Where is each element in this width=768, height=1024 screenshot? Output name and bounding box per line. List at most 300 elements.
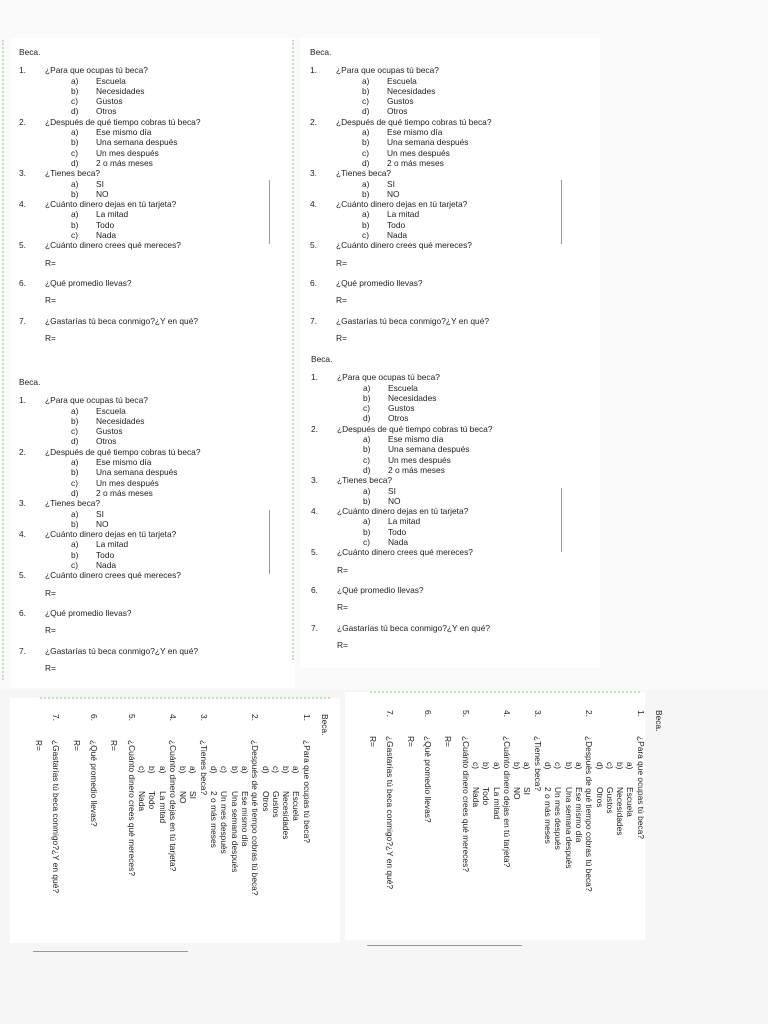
option-text: Gustos (604, 787, 615, 814)
option-text: Nada (96, 560, 117, 571)
answer-option (310, 127, 580, 137)
option-letter: c) (362, 230, 369, 241)
option-text: Un mes después (388, 454, 451, 465)
question-text: ¿Qué promedio llevas? (337, 584, 424, 595)
option-letter: d) (363, 413, 371, 424)
answer-option (310, 209, 580, 219)
survey-title: Beca. (320, 714, 330, 736)
question-number: 3. (532, 710, 543, 717)
question-text: ¿Tienes beca? (45, 168, 101, 179)
option-letter: a) (71, 75, 79, 86)
option-letter: c) (363, 454, 370, 465)
answer-line: R= (45, 332, 56, 343)
question (532, 710, 542, 980)
option-text: 2 o más meses (96, 157, 153, 168)
option-letter: a) (362, 178, 370, 189)
answer-option (19, 560, 289, 570)
option-text: Nada (388, 537, 409, 548)
question (19, 529, 289, 539)
answer-option (240, 714, 250, 984)
option-letter: c) (362, 147, 369, 158)
option-text: Un mes después (96, 477, 159, 488)
question-number: 3. (19, 168, 26, 179)
question (19, 65, 289, 75)
question-number: 6. (310, 277, 317, 288)
answer-line: R= (337, 564, 348, 575)
option-letter: d) (71, 106, 79, 117)
answer-option (311, 434, 581, 444)
option-letter: b) (229, 766, 240, 774)
option-letter: d) (209, 766, 220, 774)
question-number: 7. (19, 315, 26, 326)
question-number: 6. (19, 607, 26, 618)
answer-option (311, 393, 581, 403)
option-letter: a) (362, 127, 370, 138)
answer-option (311, 537, 581, 547)
answer-line: R= (71, 740, 82, 751)
survey-copy-rotated (358, 710, 664, 980)
margin-ticks-middle (292, 40, 294, 660)
option-letter: a) (363, 485, 371, 496)
question-text: ¿Para que ocupas tú beca? (337, 372, 440, 383)
question (19, 498, 289, 508)
option-letter: a) (363, 516, 371, 527)
option-letter: c) (363, 403, 370, 414)
question-text: ¿Cuánto dinero dejas en tú tarjeta? (336, 199, 468, 210)
option-text: Gustos (387, 96, 414, 107)
question-number: 1. (310, 65, 317, 76)
option-letter: b) (563, 762, 574, 770)
question (250, 714, 260, 984)
answer-option (19, 127, 289, 137)
question (311, 372, 581, 382)
answer-line: R= (337, 602, 348, 613)
answer-option (311, 383, 581, 393)
option-letter: a) (291, 766, 302, 774)
survey-title: Beca. (19, 47, 41, 57)
option-text: Necesidades (96, 415, 145, 426)
option-text: Un mes después (387, 147, 450, 158)
survey-title: Beca. (19, 377, 41, 387)
answer-line: R= (405, 736, 416, 747)
answer-option (19, 189, 289, 199)
question-number: 5. (460, 710, 471, 717)
option-text: Una semana después (388, 444, 470, 455)
option-letter: b) (147, 766, 158, 774)
answer-option (281, 714, 291, 984)
question-number: 2. (250, 714, 261, 721)
option-letter: d) (71, 487, 79, 498)
option-text: Todo (96, 219, 115, 230)
option-text: SI (522, 787, 533, 795)
option-text: 2 o más meses (543, 787, 554, 844)
answer-option (19, 550, 289, 560)
survey-copy (311, 354, 581, 660)
question (311, 424, 581, 434)
question-number: 6. (19, 277, 26, 288)
question (310, 240, 580, 250)
answer-option (311, 496, 581, 506)
answer-line: R= (45, 587, 56, 598)
answer-option (19, 230, 289, 240)
question (19, 570, 289, 580)
answer-option (310, 189, 580, 199)
answer-option (310, 230, 580, 240)
answer-option (19, 426, 289, 436)
option-text: Otros (96, 106, 117, 117)
answer-option (311, 413, 581, 423)
option-text: SI (388, 485, 396, 496)
answer-option (512, 710, 522, 980)
question-text: ¿Qué promedio llevas? (45, 607, 132, 618)
question-text: ¿Después de qué tiempo cobras tú beca? (336, 116, 492, 127)
question (385, 710, 395, 980)
question (423, 710, 433, 980)
option-text: NO (178, 791, 189, 804)
option-letter: a) (188, 766, 199, 774)
answer-line: R= (45, 662, 56, 673)
answer-option (19, 488, 289, 498)
option-letter: b) (363, 526, 371, 537)
question-text: ¿Tienes beca? (532, 736, 543, 792)
option-text: Todo (481, 787, 492, 806)
option-letter: b) (363, 444, 371, 455)
question-number: 6. (311, 584, 318, 595)
option-letter: a) (625, 762, 636, 770)
option-text: Necesidades (281, 791, 292, 840)
option-text: Necesidades (615, 787, 626, 836)
answer-option (311, 455, 581, 465)
answer-option (310, 86, 580, 96)
question-text: ¿Después de qué tiempo cobras tú beca? (584, 736, 595, 892)
option-text: La mitad (157, 791, 168, 824)
option-letter: b) (71, 85, 79, 96)
question-text: ¿Para que ocupas tú beca? (45, 395, 148, 406)
question-text: ¿Cuánto dinero crees qué mereces? (337, 547, 473, 558)
option-text: Necesidades (96, 85, 145, 96)
question (19, 608, 289, 618)
answer-option (147, 714, 157, 984)
question (301, 714, 311, 984)
option-text: Escuela (388, 382, 418, 393)
question-number: 7. (311, 622, 318, 633)
question-text: ¿Gastarías tú beca conmigo?¿Y en qué? (51, 740, 62, 894)
option-letter: c) (71, 426, 78, 437)
option-letter: b) (71, 467, 79, 478)
answer-line: R= (336, 332, 347, 343)
option-letter: d) (71, 436, 79, 447)
question-number: 2. (311, 423, 318, 434)
option-text: Una semana después (387, 137, 469, 148)
answer-option (219, 714, 229, 984)
option-text: Una semana después (229, 791, 240, 873)
question-number: 3. (310, 168, 317, 179)
option-letter: d) (543, 762, 554, 770)
answer-option (19, 478, 289, 488)
answer-option (19, 106, 289, 116)
option-letter: d) (71, 157, 79, 168)
option-letter: a) (71, 178, 79, 189)
option-text: La mitad (96, 539, 129, 550)
question-number: 4. (310, 199, 317, 210)
question-number: 2. (19, 116, 26, 127)
option-letter: a) (522, 762, 533, 770)
option-text: Ese mismo día (239, 791, 250, 847)
option-letter: c) (71, 477, 78, 488)
question-text: ¿Gastarías tú beca conmigo?¿Y en qué? (337, 622, 491, 633)
question (311, 475, 581, 485)
question-number: 3. (198, 714, 209, 721)
option-text: Escuela (96, 405, 126, 416)
option-text: NO (387, 188, 400, 199)
answer-option (311, 516, 581, 526)
option-letter: a) (71, 209, 79, 220)
question (502, 710, 512, 980)
question-text: ¿Qué promedio llevas? (89, 740, 100, 827)
question-text: ¿Qué promedio llevas? (45, 277, 132, 288)
question-text: ¿Cuánto dinero crees qué mereces? (126, 740, 137, 876)
question (168, 714, 178, 984)
answer-option (574, 710, 584, 980)
option-text: Necesidades (388, 392, 437, 403)
option-letter: c) (270, 766, 281, 773)
question (19, 168, 289, 178)
question (19, 395, 289, 405)
option-letter: a) (362, 75, 370, 86)
question-number: 1. (635, 710, 646, 717)
question-text: ¿Cuánto dinero dejas en tú tarjeta? (501, 736, 512, 868)
answer-option (522, 710, 532, 980)
answer-line: R= (336, 295, 347, 306)
option-text: La mitad (491, 787, 502, 820)
option-text: Escuela (387, 75, 417, 86)
question-text: ¿Cuánto dinero dejas en tú tarjeta? (337, 506, 469, 517)
question-number: 7. (310, 315, 317, 326)
question-number: 4. (501, 710, 512, 717)
option-letter: c) (136, 766, 147, 773)
option-text: Otros (594, 787, 605, 808)
question-text: ¿Para que ocupas tú beca? (45, 65, 148, 76)
answer-option (137, 714, 147, 984)
question-text: ¿Para que ocupas tú beca? (301, 740, 312, 843)
question-number: 7. (19, 645, 26, 656)
answer-option (310, 96, 580, 106)
question-text: ¿Después de qué tiempo cobras tú beca? (250, 740, 261, 896)
answer-option (310, 106, 580, 116)
option-text: 2 o más meses (387, 157, 444, 168)
option-text: Otros (96, 436, 117, 447)
question-number: 2. (19, 446, 26, 457)
question (635, 710, 645, 980)
answer-option (310, 137, 580, 147)
answer-option (491, 710, 501, 980)
answer-line: R= (443, 736, 454, 747)
question (310, 117, 580, 127)
option-text: Ese mismo día (573, 787, 584, 843)
question-text: ¿Tienes beca? (45, 498, 101, 509)
question-number: 1. (311, 372, 318, 383)
question (19, 646, 289, 656)
option-text: Ese mismo día (96, 457, 152, 468)
option-letter: c) (553, 762, 564, 769)
option-letter: b) (178, 766, 189, 774)
option-text: Gustos (96, 426, 123, 437)
question (310, 316, 580, 326)
answer-option (543, 710, 553, 980)
option-letter: d) (594, 762, 605, 770)
question (19, 199, 289, 209)
survey-copy (19, 47, 289, 353)
survey-title: Beca. (654, 710, 664, 732)
question (460, 710, 470, 980)
question-number: 3. (311, 475, 318, 486)
option-text: 2 o más meses (96, 487, 153, 498)
option-text: Escuela (96, 75, 126, 86)
question-number: 7. (385, 710, 396, 717)
question-number: 3. (19, 498, 26, 509)
question-text: ¿Cuánto dinero crees qué mereces? (45, 240, 181, 251)
question-text: ¿Cuánto dinero dejas en tú tarjeta? (167, 740, 178, 872)
option-letter: c) (71, 230, 78, 241)
question-text: ¿Cuánto dinero crees qué mereces? (336, 240, 472, 251)
option-letter: a) (239, 766, 250, 774)
option-text: Todo (96, 549, 115, 560)
option-letter: b) (512, 762, 523, 770)
answer-option (310, 148, 580, 158)
option-text: Ese mismo día (387, 127, 443, 138)
option-text: La mitad (96, 209, 129, 220)
question-number: 7. (51, 714, 62, 721)
answer-option (19, 457, 289, 467)
question-number: 4. (19, 199, 26, 210)
option-letter: a) (573, 762, 584, 770)
answer-option (260, 714, 270, 984)
question-text: ¿Gastarías tú beca conmigo?¿Y en qué? (385, 736, 396, 890)
question (198, 714, 208, 984)
margin-ticks-left (2, 40, 4, 680)
option-letter: b) (362, 188, 370, 199)
option-text: Gustos (270, 791, 281, 818)
option-text: NO (512, 787, 523, 800)
option-letter: c) (71, 96, 78, 107)
option-text: Un mes después (219, 791, 230, 854)
survey-title: Beca. (310, 47, 332, 57)
question-number: 1. (301, 714, 312, 721)
question (310, 65, 580, 75)
option-letter: c) (470, 762, 481, 769)
option-text: Escuela (291, 791, 302, 821)
option-text: Necesidades (387, 85, 436, 96)
question-text: ¿Después de qué tiempo cobras tú beca? (337, 423, 493, 434)
option-text: Todo (387, 219, 406, 230)
option-letter: a) (363, 434, 371, 445)
question-number: 1. (19, 395, 26, 406)
option-text: Una semana después (563, 787, 574, 869)
option-text: Otros (388, 413, 409, 424)
answer-option (291, 714, 301, 984)
option-text: Ese mismo día (388, 434, 444, 445)
answer-line: R= (45, 257, 56, 268)
option-letter: d) (362, 157, 370, 168)
option-letter: b) (362, 137, 370, 148)
question (311, 506, 581, 516)
answer-option (310, 179, 580, 189)
question-text: ¿Qué promedio llevas? (336, 277, 423, 288)
option-text: NO (388, 495, 401, 506)
option-text: SI (96, 508, 104, 519)
answer-option (19, 96, 289, 106)
survey-copy (19, 377, 289, 683)
answer-option (19, 539, 289, 549)
option-text: Todo (147, 791, 158, 810)
option-letter: b) (71, 219, 79, 230)
answer-option (19, 158, 289, 168)
answer-option (19, 179, 289, 189)
answer-option (19, 137, 289, 147)
option-letter: b) (71, 415, 79, 426)
option-letter: a) (363, 382, 371, 393)
question-text: ¿Gastarías tú beca conmigo?¿Y en qué? (45, 645, 199, 656)
option-letter: b) (363, 495, 371, 506)
question-number: 5. (310, 240, 317, 251)
option-text: Todo (388, 526, 407, 537)
question-number: 4. (19, 529, 26, 540)
option-text: NO (96, 518, 109, 529)
question-text: ¿Para que ocupas tú beca? (336, 65, 439, 76)
question-text: ¿Gastarías tú beca conmigo?¿Y en qué? (336, 315, 490, 326)
answer-option (19, 86, 289, 96)
option-letter: c) (604, 762, 615, 769)
option-letter: c) (71, 560, 78, 571)
question-number: 2. (584, 710, 595, 717)
option-letter: c) (362, 96, 369, 107)
question (19, 240, 289, 250)
question (311, 547, 581, 557)
question-text: ¿Cuánto dinero crees qué mereces? (45, 570, 181, 581)
margin-ticks-bottom-right (370, 691, 640, 693)
survey-copy-rotated (24, 714, 330, 984)
question-text: ¿Gastarías tú beca conmigo?¿Y en qué? (45, 315, 199, 326)
option-text: SI (188, 791, 199, 799)
option-letter: a) (157, 766, 168, 774)
question (19, 316, 289, 326)
option-letter: b) (71, 518, 79, 529)
answer-line: R= (368, 736, 379, 747)
option-text: Nada (96, 230, 117, 241)
question-number: 2. (310, 116, 317, 127)
option-letter: c) (71, 147, 78, 158)
option-letter: a) (71, 127, 79, 138)
option-letter: b) (71, 137, 79, 148)
answer-option (311, 465, 581, 475)
answer-option (471, 710, 481, 980)
option-letter: b) (615, 762, 626, 770)
option-letter: a) (71, 405, 79, 416)
option-letter: a) (362, 209, 370, 220)
question (19, 278, 289, 288)
answer-option (188, 714, 198, 984)
answer-line: R= (109, 740, 120, 751)
option-text: Una semana después (96, 137, 178, 148)
option-text: La mitad (387, 209, 420, 220)
answer-option (19, 509, 289, 519)
question (311, 623, 581, 633)
option-text: Un mes después (96, 147, 159, 158)
option-letter: b) (363, 392, 371, 403)
answer-option (19, 406, 289, 416)
option-letter: b) (71, 549, 79, 560)
option-text: SI (96, 178, 104, 189)
